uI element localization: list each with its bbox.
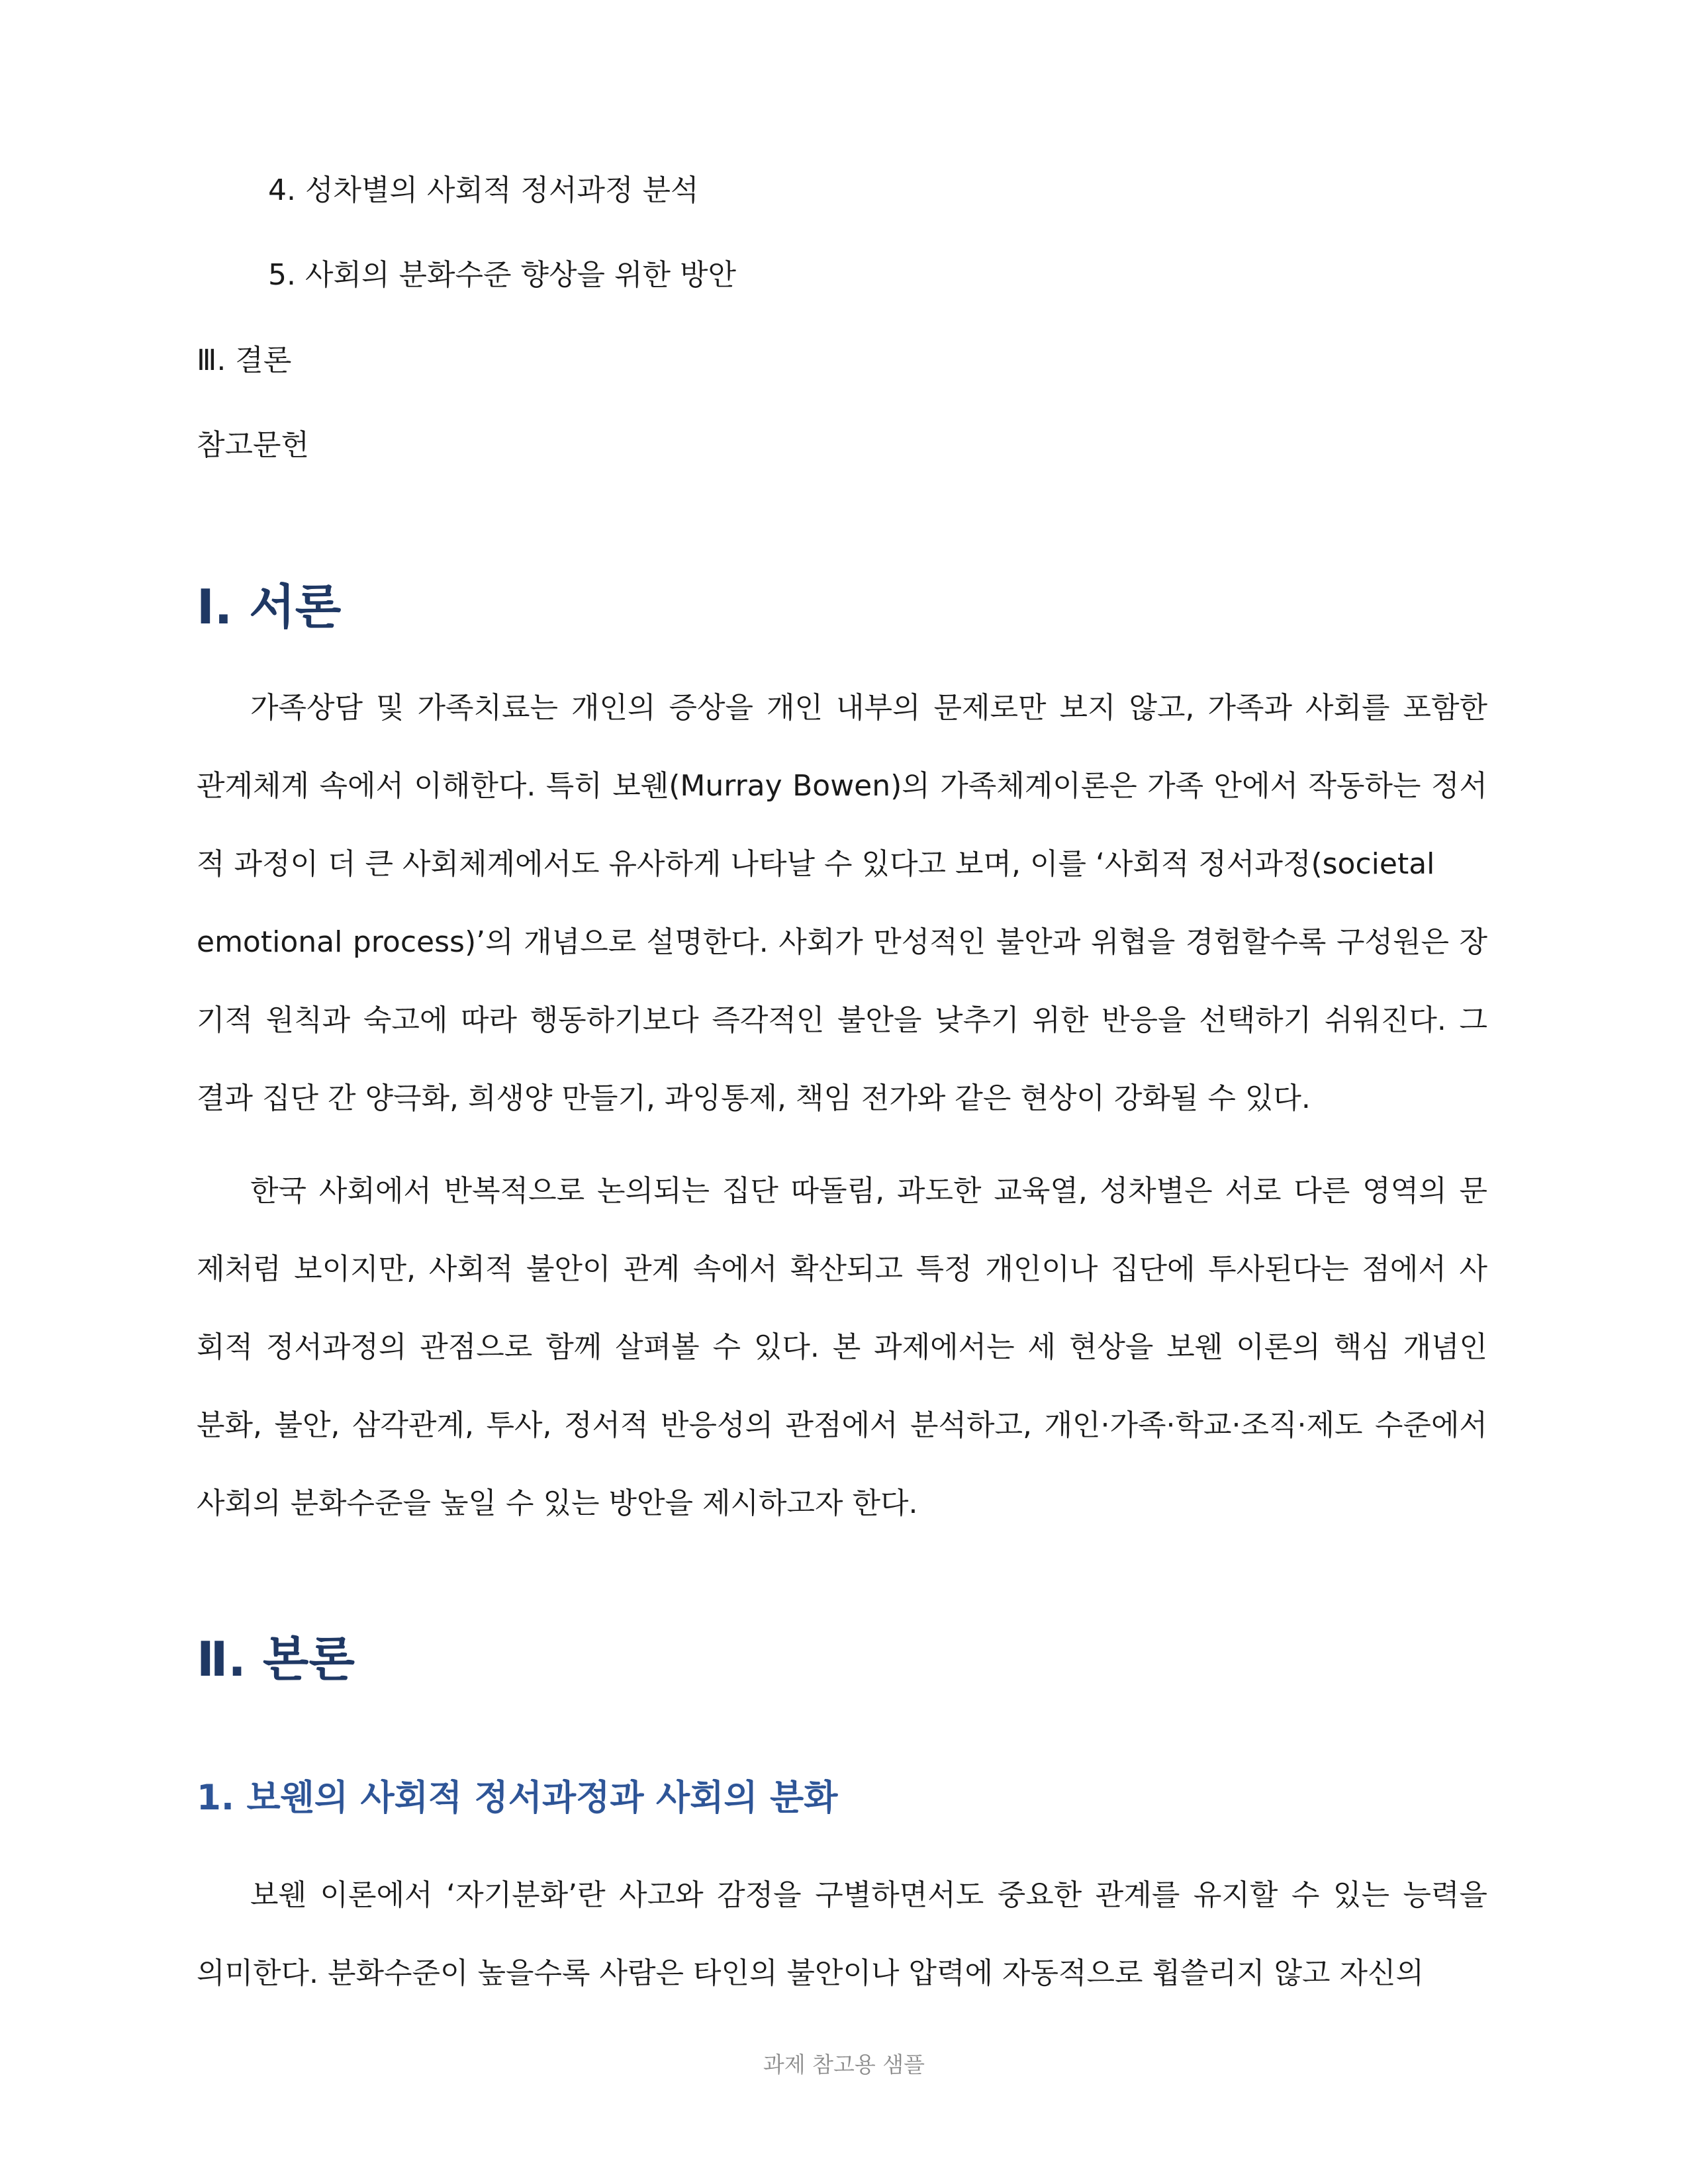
- paragraph-line: 기적 원칙과 숙고에 따라 행동하기보다 즉각적인 불안을 낮추기 위한 반응을 선택하기 쉬워진다. 그: [197, 1003, 1487, 1037]
- toc-item-4: 4. 성차별의 사회적 정서과정 분석: [268, 173, 699, 207]
- subsection-heading-1: 1. 보웬의 사회적 정서과정과 사회의 분화: [197, 1778, 838, 1818]
- section-heading-introduction: Ⅰ. 서론: [197, 579, 342, 635]
- paragraph-line: 제처럼 보이지만, 사회적 불안이 관계 속에서 확산되고 특정 개인이나 집단에 투사된다는 점에서 사: [197, 1252, 1487, 1286]
- paragraph-line: emotional process)’의 개념으로 설명한다. 사회가 만성적인 불안과 위협을 경험할수록 구성원은 장: [197, 925, 1487, 959]
- paragraph-line: 관계체계 속에서 이해한다. 특히 보웬(Murray Bowen)의 가족체계이론은 가족 안에서 작동하는 정서: [197, 769, 1487, 803]
- toc-item-5: 5. 사회의 분화수준 향상을 위한 방안: [268, 258, 736, 292]
- paragraph-line: 의미한다. 분화수준이 높을수록 사람은 타인의 불안이나 압력에 자동적으로 휩쓸리지 않고 자신의: [197, 1956, 1425, 1990]
- paragraph-line: 결과 집단 간 양극화, 희생양 만들기, 과잉통제, 책임 전가와 같은 현상이 강화될 수 있다.: [197, 1081, 1311, 1115]
- section-heading-body: Ⅱ. 본론: [197, 1631, 355, 1687]
- paragraph-line: 분화, 불안, 삼각관계, 투사, 정서적 반응성의 관점에서 분석하고, 개인·가족·학교·조직·제도 수준에서: [197, 1408, 1487, 1442]
- toc-item-references: 참고문헌: [197, 428, 310, 462]
- paragraph-line: 보웬 이론에서 ‘자기분화’란 사고와 감정을 구별하면서도 중요한 관계를 유지할 수 있는 능력을: [250, 1878, 1487, 1912]
- paragraph-line: 적 과정이 더 큰 사회체계에서도 유사하게 나타날 수 있다고 보며, 이를 ‘사회적 정서과정(societal: [197, 847, 1435, 881]
- paragraph-line: 회적 정서과정의 관점으로 함께 살펴볼 수 있다. 본 과제에서는 세 현상을 보웬 이론의 핵심 개념인: [197, 1330, 1487, 1364]
- paragraph-line: 사회의 분화수준을 높일 수 있는 방안을 제시하고자 한다.: [197, 1486, 918, 1520]
- page-footer: 과제 참고용 샘플: [763, 2052, 925, 2077]
- paragraph-line: 한국 사회에서 반복적으로 논의되는 집단 따돌림, 과도한 교육열, 성차별은 서로 다른 영역의 문: [250, 1174, 1487, 1208]
- paragraph-line: 가족상담 및 가족치료는 개인의 증상을 개인 내부의 문제로만 보지 않고, 가족과 사회를 포함한: [250, 691, 1487, 725]
- toc-item-conclusion: Ⅲ. 결론: [197, 343, 292, 377]
